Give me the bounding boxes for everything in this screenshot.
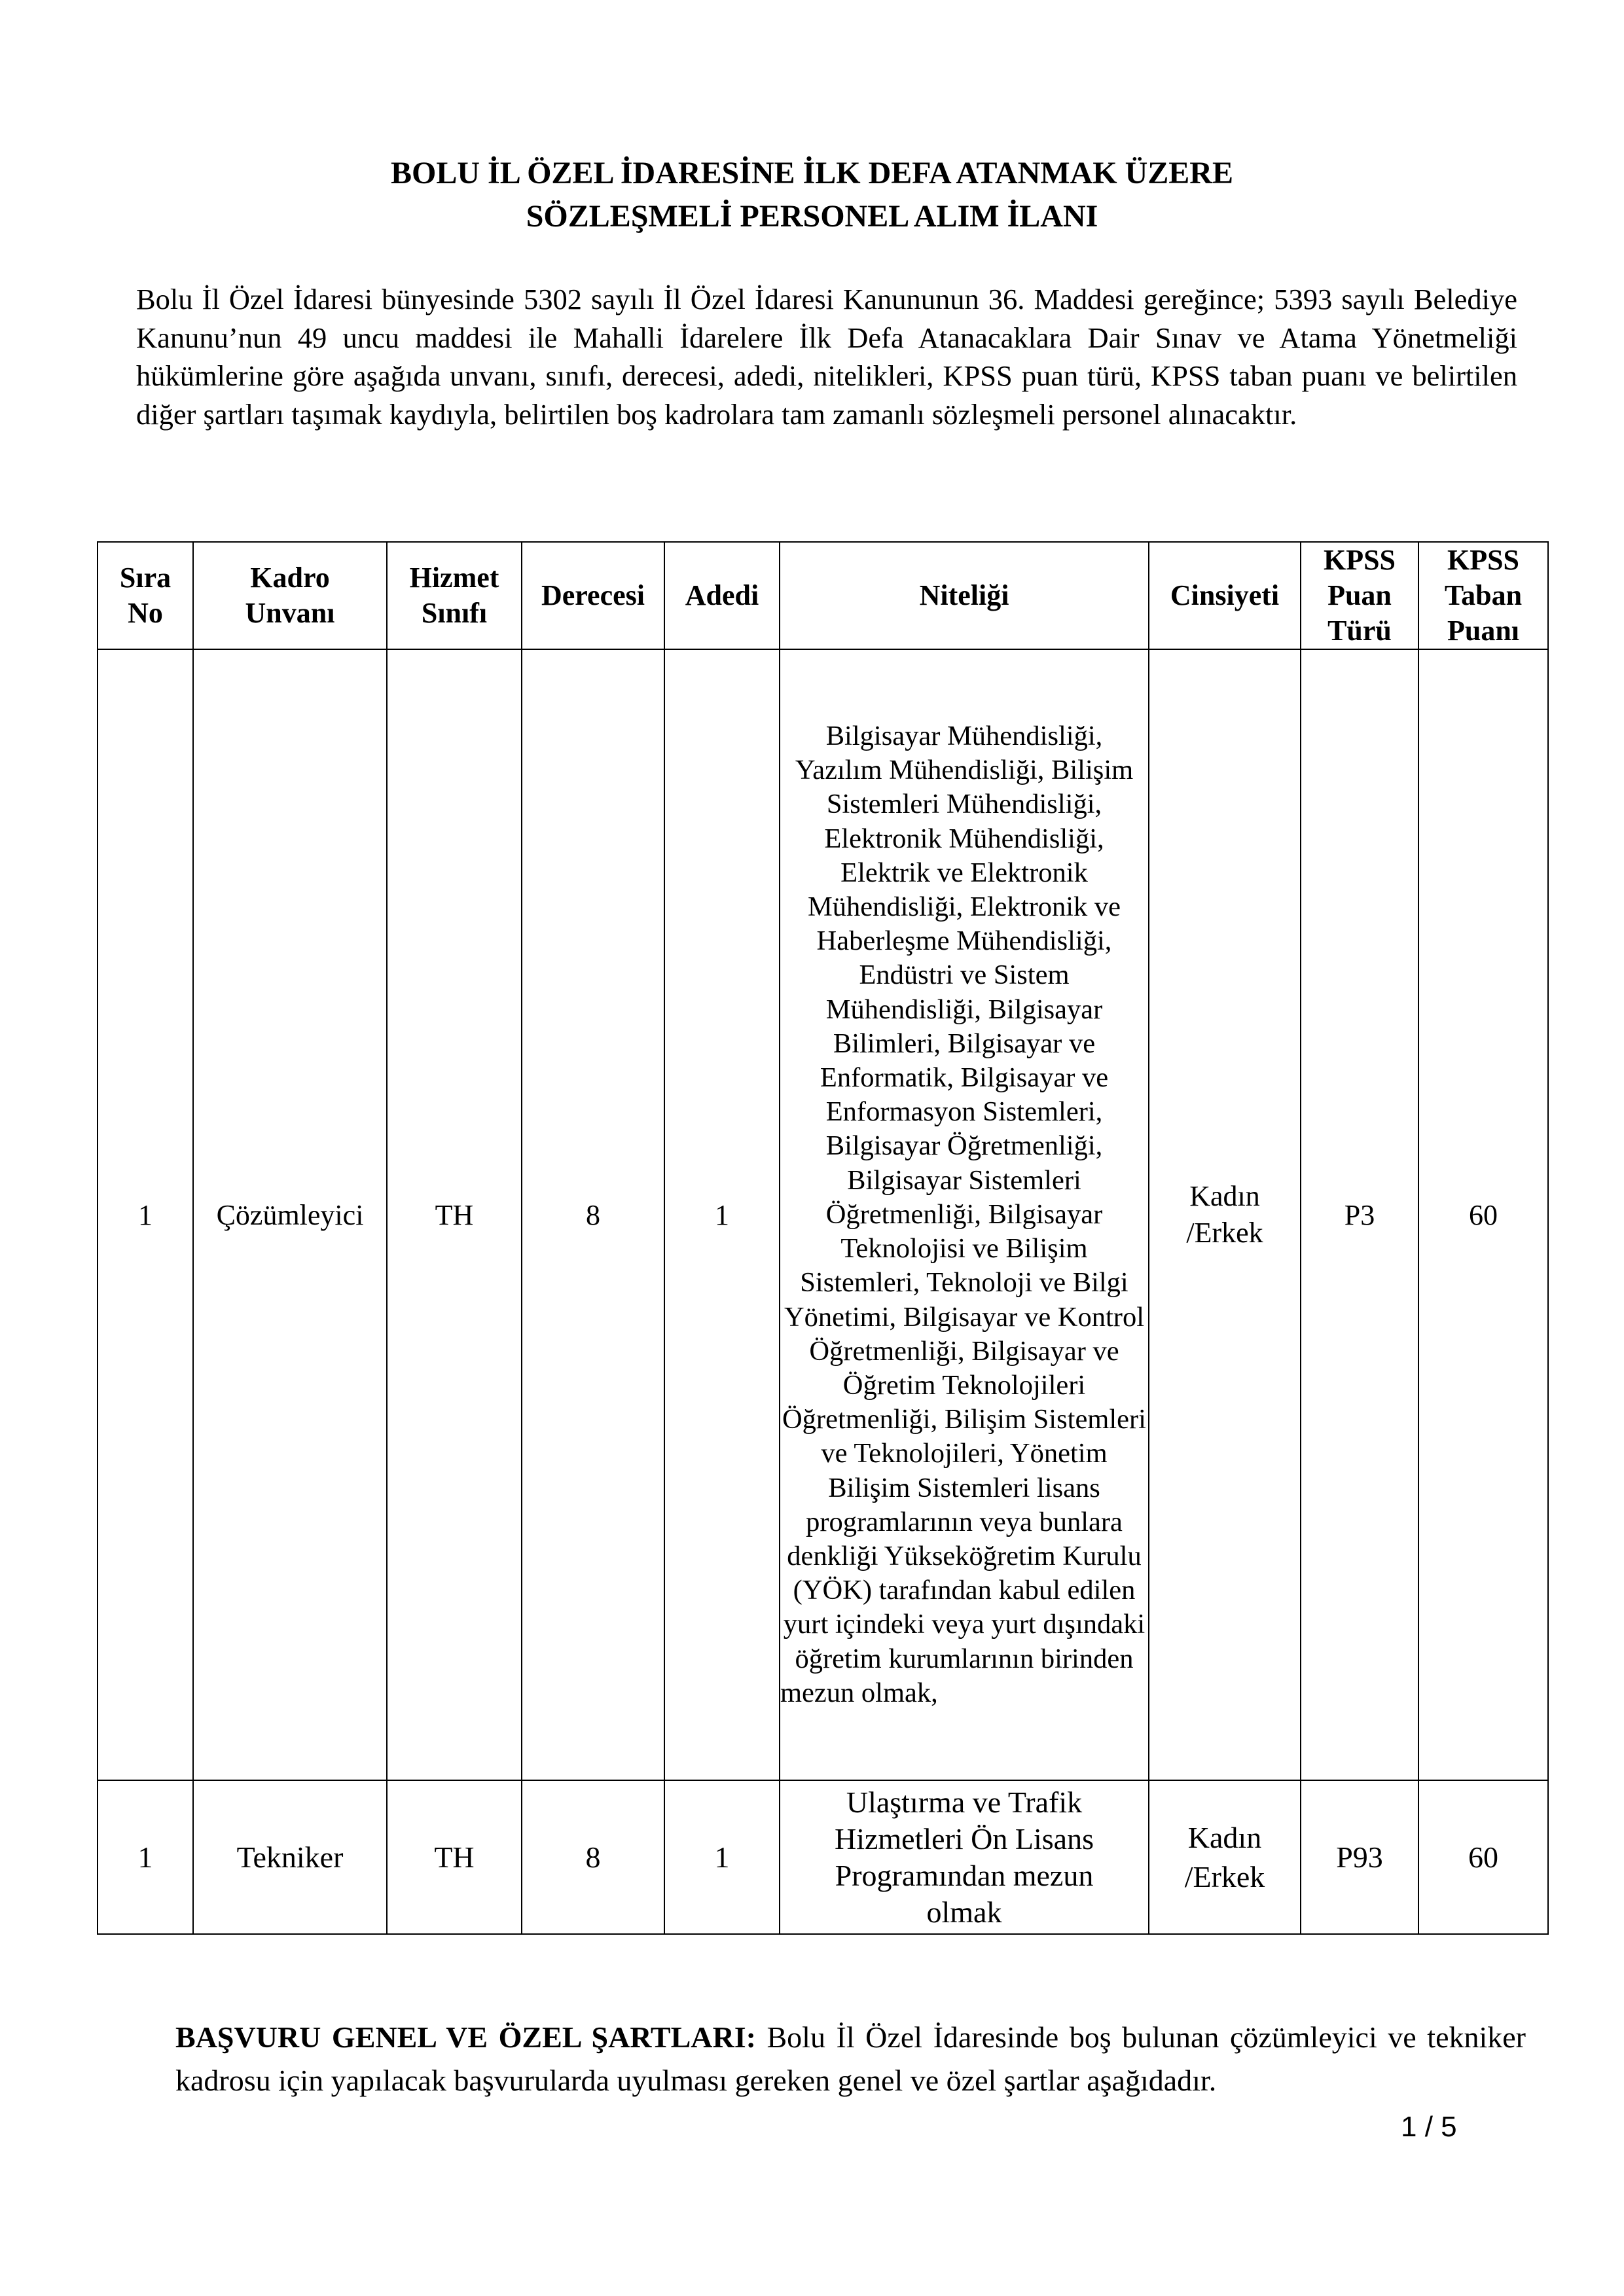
cell-unvan: Tekniker xyxy=(193,1780,387,1934)
cell-taban: 60 xyxy=(1418,1780,1548,1934)
cell-cinsiyet: Kadın /Erkek xyxy=(1149,1780,1301,1934)
cell-derece: 8 xyxy=(522,649,664,1780)
cell-derece: 8 xyxy=(522,1780,664,1934)
header-cinsiyeti: Cinsiyeti xyxy=(1149,542,1301,649)
document-title-line2: SÖZLEŞMELİ PERSONEL ALIM İLANI xyxy=(526,199,1098,234)
cell-nitelik: Ulaştırma ve Trafik Hizmetleri Ön Lisans Programından mezun olmak xyxy=(780,1780,1149,1934)
cell-puan-turu: P93 xyxy=(1301,1780,1418,1934)
cell-taban: 60 xyxy=(1418,649,1548,1780)
table-header-row xyxy=(98,542,1548,649)
intro-paragraph: Bolu İl Özel İdaresi bünyesinde 5302 sayılı İl Özel İdaresi Kanununun 36. Maddesi gereğince; 5393 sayılı Belediye Kanunu’nun 49 uncu maddesi ile Mahalli İdarelere İlk Defa Atanacaklara Dair Sınav ve Atama Yönetmeliği hükümlerine göre aşağıda unvanı, sınıfı, derecesi, adedi, nitelikleri, KPSS puan türü, KPSS taban puanı ve belirtilen diğer şartları taşımak kaydıyla, belirtilen boş kadrolara tam zamanlı sözleşmeli personel alınacaktır. xyxy=(136,283,1517,431)
document-title-line1: BOLU İL ÖZEL İDARESİNE İLK DEFA ATANMAK ÜZERE xyxy=(391,156,1233,190)
header-kpss-taban-puani: KPSS Taban Puanı xyxy=(1418,542,1548,649)
cell-sira: 1 xyxy=(98,1780,193,1934)
cell-adet: 1 xyxy=(664,649,780,1780)
cell-puan-turu: P3 xyxy=(1301,649,1418,1780)
requirements-label: BAŞVURU GENEL VE ÖZEL ŞARTLARI: xyxy=(175,2020,756,2054)
page-number: 1 / 5 xyxy=(1401,2111,1457,2143)
header-hizmet-sinifi: Hizmet Sınıfı xyxy=(387,542,522,649)
table-row xyxy=(98,1780,1548,1934)
table-row xyxy=(98,649,1548,1780)
cell-unvan: Çözümleyici xyxy=(193,649,387,1780)
header-kadro-unvani: Kadro Unvanı xyxy=(193,542,387,649)
cell-sira: 1 xyxy=(98,649,193,1780)
cell-cinsiyet: Kadın /Erkek xyxy=(1149,649,1301,1780)
cell-sinif: TH xyxy=(387,649,522,1780)
header-niteligi: Niteliği xyxy=(780,542,1149,649)
requirements-text: Bolu İl Özel İdaresinde boş bulunan çözümleyici ve tekniker kadrosu için yapılacak başvurularda uyulması gereken genel ve özel şartlar aşağıdadır. xyxy=(175,2020,1526,2097)
cell-nitelik: Bilgisayar Mühendisliği, Yazılım Mühendisliği, Bilişim Sistemleri Mühendisliği, Elektronik Mühendisliği, Elektrik ve Elektronik Mühendisliği, Elektronik ve Haberleşme Mühendisliği, Endüstri ve Sistem Mühendisliği, Bilgisayar Bilimleri, Bilgisayar ve Enformatik, Bilgisayar ve Enformasyon Sistemleri, Bilgisayar Öğretmenliği, Bilgisayar Sistemleri Öğretmenliği, Bilgisayar Teknolojisi ve Bilişim Sistemleri, Teknoloji ve Bilgi Yönetimi, Bilgisayar ve Kontrol Öğretmenliği, Bilgisayar ve Öğretim Teknolojileri Öğretmenliği, Bilişim Sistemleri ve Teknolojileri, Yönetim Bilişim Sistemleri lisans programlarının veya bunlara denkliği Yükseköğretim Kurulu (YÖK) tarafından kabul edilen yurt içindeki veya yurt dışındaki öğretim kurumlarının birinden mezun olmak, xyxy=(780,649,1149,1780)
cell-sinif: TH xyxy=(387,1780,522,1934)
header-kpss-puan-turu: KPSS Puan Türü xyxy=(1301,542,1418,649)
header-derecesi: Derecesi xyxy=(522,542,664,649)
position-table xyxy=(97,541,1549,1935)
requirements-paragraph xyxy=(175,2016,1526,2102)
header-adedi: Adedi xyxy=(664,542,780,649)
header-sira-no: Sıra No xyxy=(98,542,193,649)
cell-adet: 1 xyxy=(664,1780,780,1934)
